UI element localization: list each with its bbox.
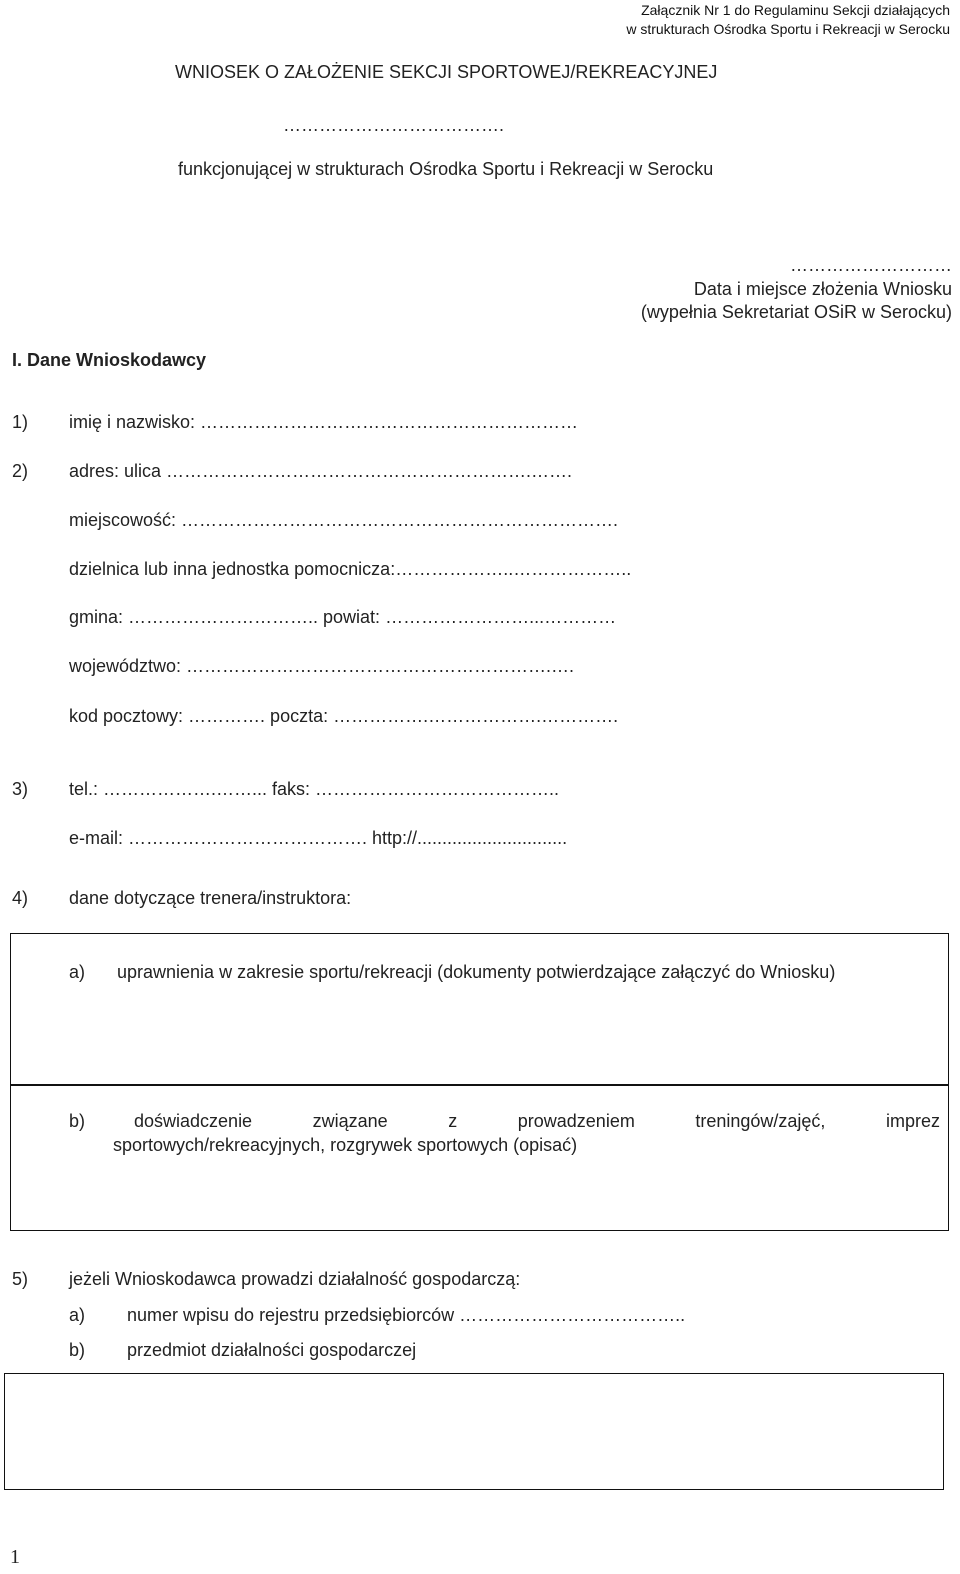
item-number-2: 2) bbox=[12, 461, 29, 481]
street-field: adres: ulica …………………………………………………….……. bbox=[69, 461, 573, 481]
trainer-qualifications: uprawnienia w zakresie sportu/rekreacji (dokumenty potwierdzające załączyć do Wniosku) bbox=[117, 962, 836, 982]
phone-fax-field: tel.: ……………….……... faks: ………………………………….. bbox=[69, 779, 560, 799]
business-b-label: b) bbox=[69, 1340, 86, 1360]
name-field: imię i nazwisko: ……………………………………………………… bbox=[69, 412, 579, 432]
trainer-experience-line-1: doświadczenie związane z prowadzeniem treningów/zajęć, imprez bbox=[134, 1111, 940, 1131]
email-www-field: e-mail: …………………………………. http://.............................. bbox=[69, 828, 568, 848]
document-subtitle: funkcjonującej w strukturach Ośrodka Sportu i Rekreacji w Serocku bbox=[178, 159, 714, 179]
trainer-b-label: b) bbox=[69, 1111, 86, 1131]
district-field: dzielnica lub inna jednostka pomocnicza:………………..……………….. bbox=[69, 559, 632, 579]
trainer-label: dane dotyczące trenera/instruktora: bbox=[69, 888, 352, 908]
annex-line-1: Załącznik Nr 1 do Regulaminu Sekcji działających bbox=[641, 2, 950, 18]
gmina-powiat-field: gmina: ………………………….. powiat: ……………………...………… bbox=[69, 607, 617, 627]
trainer-experience-line-2: sportowych/rekreacyjnych, rozgrywek sportowych (opisać) bbox=[113, 1135, 578, 1155]
date-label: Data i miejsce złożenia Wniosku bbox=[693, 279, 952, 299]
business-label: jeżeli Wnioskodawca prowadzi działalność gospodarczą: bbox=[69, 1269, 521, 1289]
city-field: miejscowość: ………………………………………………………………. bbox=[69, 510, 619, 530]
business-a-label: a) bbox=[69, 1305, 86, 1325]
voivodeship-field: województwo: …………………………………………………….…. bbox=[69, 656, 575, 676]
item-number-4: 4) bbox=[12, 888, 29, 908]
item-number-3: 3) bbox=[12, 779, 29, 799]
business-activity-box[interactable] bbox=[4, 1373, 944, 1490]
item-number-5: 5) bbox=[12, 1269, 29, 1289]
date-note: (wypełnia Sekretariat OSiR w Serocku) bbox=[640, 302, 952, 322]
annex-line-2: w strukturach Ośrodka Sportu i Rekreacji w Serocku bbox=[626, 21, 950, 37]
section-heading: I. Dane Wnioskodawcy bbox=[12, 350, 207, 370]
business-activity-label: przedmiot działalności gospodarczej bbox=[127, 1340, 417, 1360]
date-dots: ……………………… bbox=[790, 255, 952, 275]
business-register-number: numer wpisu do rejestru przedsiębiorców ……………………………….. bbox=[127, 1305, 686, 1325]
trainer-box-divider bbox=[10, 1084, 949, 1086]
postal-field: kod pocztowy: …………. poczta: …………….……………….…………. bbox=[69, 706, 619, 726]
item-number-1: 1) bbox=[12, 412, 29, 432]
section-name-dots: ………………………………. bbox=[283, 115, 505, 135]
page-number: 1 bbox=[10, 1546, 20, 1568]
document-title: WNIOSEK O ZAŁOŻENIE SEKCJI SPORTOWEJ/REKREACYJNEJ bbox=[175, 62, 718, 82]
trainer-a-label: a) bbox=[69, 962, 86, 982]
